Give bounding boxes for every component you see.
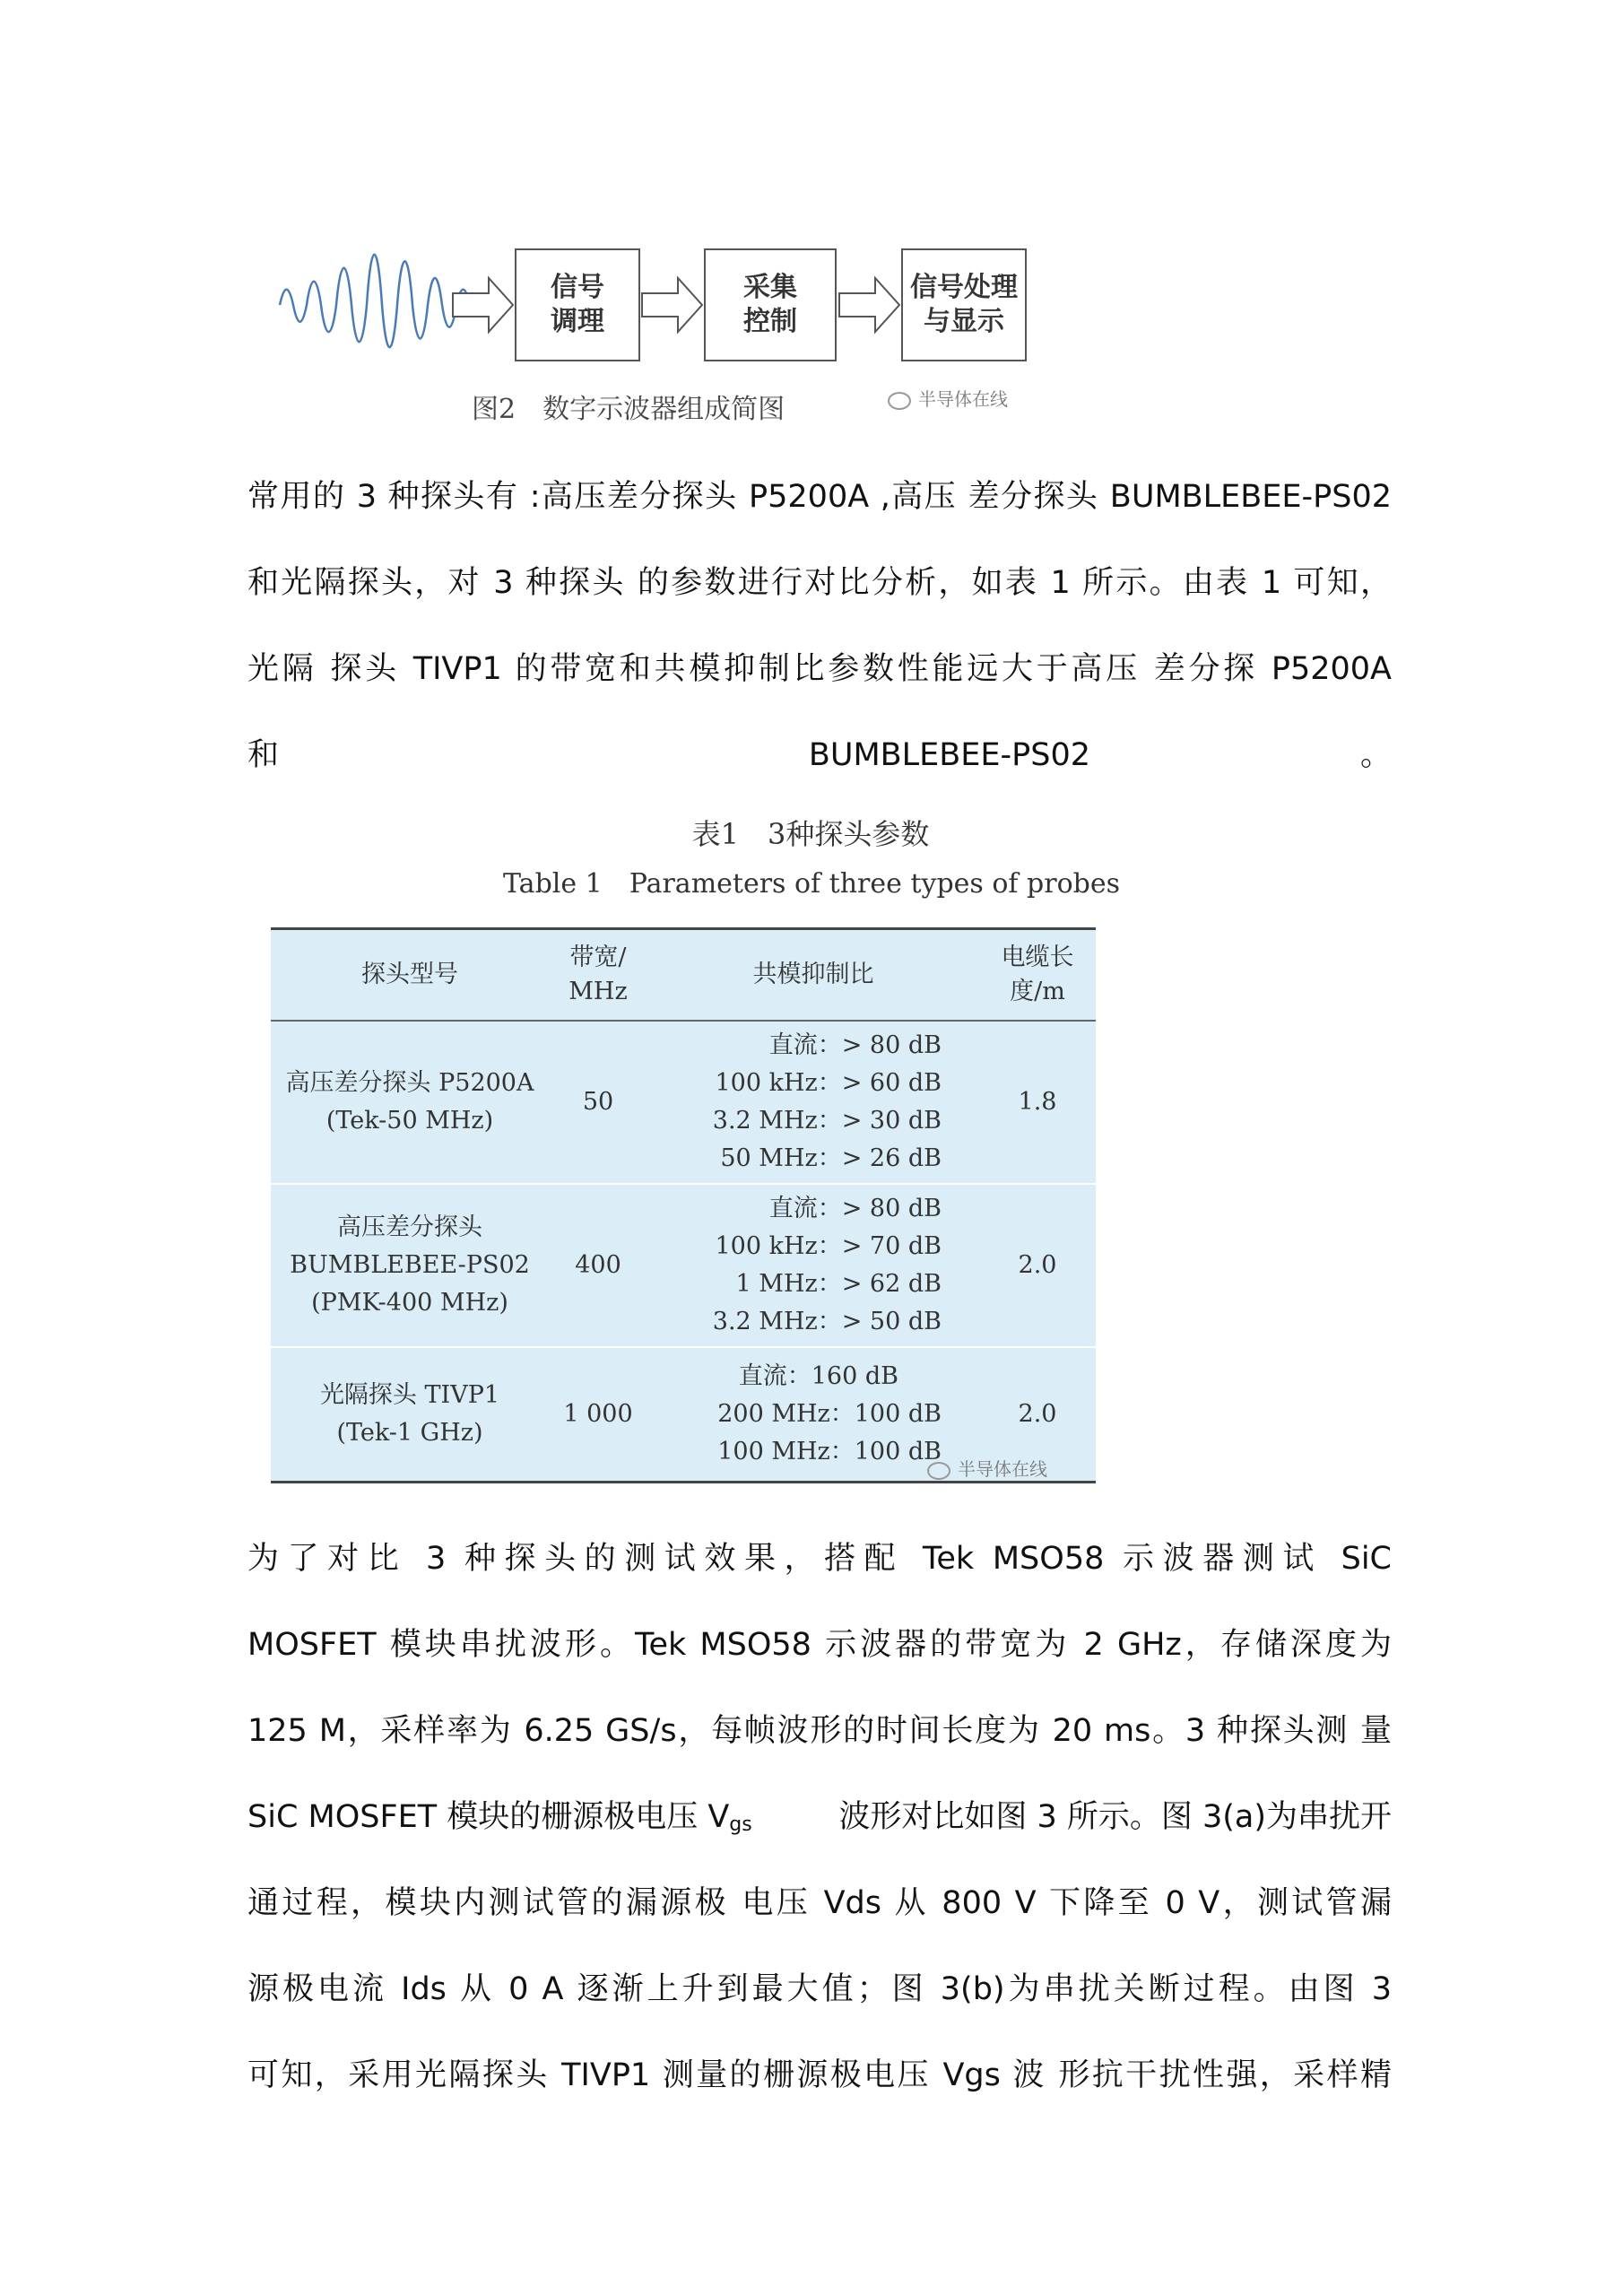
box-acquisition-control bbox=[704, 248, 837, 361]
box-signal-conditioning-label: 信号 调理 bbox=[551, 272, 604, 337]
table-row-bumblebee-ps02 bbox=[271, 1184, 1096, 1347]
box-signal-processing-display-label: 信号处理 与显示 bbox=[910, 272, 1018, 337]
model-line: 高压差分探头 P5200A bbox=[285, 1069, 534, 1097]
model-line: (Tek-1 GHz) bbox=[336, 1418, 483, 1447]
table-1-watermark-text: 半导体在线 bbox=[958, 1458, 1047, 1480]
line-4-after: 波形对比如图 3 所示。图 3(a)为串扰开 bbox=[838, 1799, 1392, 1835]
figure-2-caption: 图2 数字示波器组成简图 bbox=[472, 394, 785, 425]
header-cmrr: 共模抑制比 bbox=[647, 929, 979, 1022]
cmrr-item: 直流：> 80 dB bbox=[768, 1195, 942, 1222]
paragraph-2-line-5: 通过程，模块内测试管的漏源极 电压 Vds 从 800 V 下降至 0 V，测试管漏 bbox=[247, 1885, 1392, 1921]
header-bandwidth bbox=[549, 929, 647, 1022]
model-line: (PMK-400 MHz) bbox=[311, 1289, 508, 1317]
cell-cmrr bbox=[647, 1021, 979, 1184]
cell-bandwidth: 400 bbox=[575, 1251, 621, 1279]
header-cable-line-1: 电缆长 bbox=[1001, 944, 1074, 971]
model-line: 光隔探头 TIVP1 bbox=[319, 1380, 500, 1409]
paragraph-2-line-2: MOSFET 模块串扰波形。Tek MSO58 示波器的带宽为 2 GHz，存储深度为 bbox=[247, 1627, 1392, 1663]
model-line: 高压差分探头 bbox=[337, 1213, 482, 1241]
paragraph-1 bbox=[247, 454, 1392, 798]
arrow-1 bbox=[453, 278, 513, 332]
cmrr-item: 直流：160 dB bbox=[738, 1361, 898, 1390]
cmrr-item: 1 MHz：> 62 dB bbox=[735, 1270, 942, 1298]
model-line: (Tek-50 MHz) bbox=[325, 1107, 494, 1135]
figure-2-watermark bbox=[888, 385, 1008, 411]
cell-bandwidth: 1 000 bbox=[563, 1399, 633, 1428]
paragraph-1-line-1: 常用的 3 种探头有 :高压差分探头 P5200A ,高压 差分探头 BUMBLEBEE-PS02 bbox=[247, 479, 1392, 515]
line-4-before: SiC MOSFET 模块的栅源极电压 V bbox=[247, 1799, 730, 1835]
header-bandwidth-line-2: MHz bbox=[568, 978, 628, 1005]
cell-model bbox=[271, 1347, 549, 1482]
arrow-2 bbox=[642, 278, 702, 332]
figure-2-watermark-text: 半导体在线 bbox=[918, 388, 1008, 410]
cell-cable-length: 1.8 bbox=[1018, 1088, 1057, 1116]
signal-waveform bbox=[280, 255, 470, 348]
paragraph-1-line-4: 和 BUMBLEBEE-PS02 。 bbox=[247, 737, 1392, 773]
table-1-probe-parameters bbox=[271, 927, 1096, 1483]
table-1-title-cn: 表1 3种探头参数 bbox=[691, 817, 930, 851]
cmrr-item: 100 kHz：> 70 dB bbox=[715, 1232, 942, 1260]
box-signal-conditioning bbox=[515, 248, 640, 361]
cell-model bbox=[271, 1184, 549, 1347]
header-probe-model: 探头型号 bbox=[271, 929, 549, 1022]
paragraph-2-line-4 bbox=[247, 1774, 1392, 1860]
header-cable-length bbox=[979, 929, 1096, 1022]
header-bandwidth-line-1: 带宽/ bbox=[569, 944, 627, 971]
header-cable-line-2: 度/m bbox=[1010, 978, 1065, 1005]
watermark-logo-icon bbox=[927, 1462, 950, 1480]
figure-2-block-diagram bbox=[269, 229, 1058, 444]
box-signal-processing-display bbox=[901, 248, 1027, 361]
vgs-subscript: gs bbox=[729, 1813, 752, 1836]
cell-cmrr bbox=[647, 1184, 979, 1347]
cmrr-item: 100 MHz：100 dB bbox=[717, 1437, 942, 1465]
cmrr-item: 3.2 MHz：> 30 dB bbox=[712, 1107, 942, 1135]
paragraph-2-line-6: 源极电流 Ids 从 0 A 逐渐上升到最大值；图 3(b)为串扰关断过程。由图 3 bbox=[247, 1971, 1392, 2007]
table-row-p5200a bbox=[271, 1021, 1096, 1184]
cmrr-item: 3.2 MHz：> 50 dB bbox=[712, 1308, 942, 1335]
table-1-title-en: Table 1 Parameters of three types of probes bbox=[503, 868, 1120, 900]
cell-cable-length: 2.0 bbox=[1018, 1251, 1057, 1279]
arrow-3 bbox=[839, 278, 899, 332]
cell-model bbox=[271, 1021, 549, 1184]
paragraph-2 bbox=[247, 1516, 1392, 2118]
paragraph-1-line-2: 和光隔探头，对 3 种探头 的参数进行对比分析，如表 1 所示。由表 1 可知， bbox=[247, 565, 1392, 601]
table-header-row bbox=[271, 929, 1096, 1022]
table-1-watermark bbox=[927, 1455, 1047, 1481]
cell-cable-length: 2.0 bbox=[1018, 1399, 1057, 1428]
box-acquisition-control-label: 采集 控制 bbox=[743, 272, 797, 337]
cell-bandwidth: 50 bbox=[582, 1088, 614, 1116]
line-4-before-text bbox=[247, 1774, 752, 1860]
paragraph-1-line-3: 光隔 探头 TIVP1 的带宽和共模抑制比参数性能远大于高压 差分探 P5200A bbox=[247, 651, 1392, 687]
cmrr-item: 200 MHz：100 dB bbox=[717, 1399, 942, 1428]
model-line: BUMBLEBEE-PS02 bbox=[290, 1251, 530, 1279]
cmrr-item: 50 MHz：> 26 dB bbox=[720, 1144, 942, 1172]
watermark-logo-icon bbox=[888, 392, 911, 410]
paragraph-2-line-3: 125 M，采样率为 6.25 GS/s，每帧波形的时间长度为 20 ms。3 种探头测 量 bbox=[247, 1713, 1392, 1749]
cmrr-item: 100 kHz：> 60 dB bbox=[715, 1069, 942, 1097]
cmrr-item: 直流：> 80 dB bbox=[768, 1031, 942, 1059]
paragraph-2-line-7: 可知，采用光隔探头 TIVP1 测量的栅源极电压 Vgs 波 形抗干扰性强，采样精 bbox=[247, 2057, 1392, 2093]
paragraph-2-line-1: 为了对比 3 种探头的测试效果，搭配 Tek MSO58 示波器测试 SiC bbox=[247, 1541, 1392, 1577]
